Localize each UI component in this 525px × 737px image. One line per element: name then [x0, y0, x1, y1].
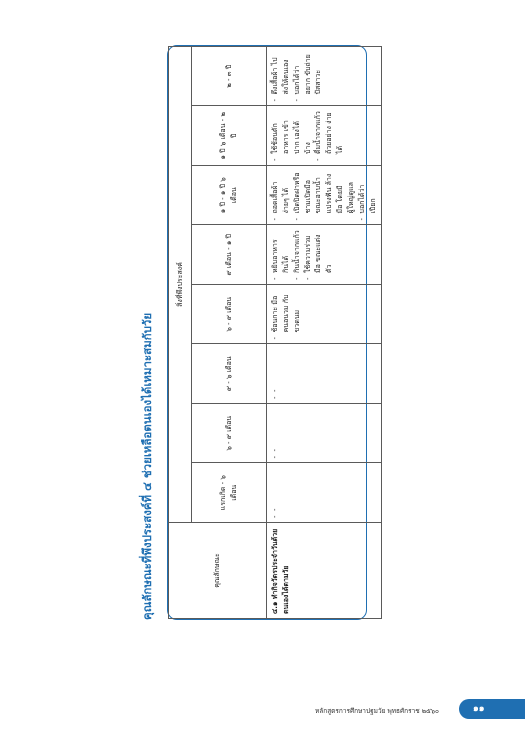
cell-item: - บอกได้ว่าเปียก [357, 170, 379, 214]
characteristics-table [168, 46, 382, 619]
table-cell [267, 47, 382, 107]
table-cell [267, 166, 382, 226]
cell-item: - ดื่มน้ำจากแก้ว ถ้วยอย่าง ง่ายได้ [313, 111, 346, 155]
section-title: คุณลักษณะที่พึงประสงค์ที่ ๔ ช่วยเหลือตนเองได้เหมาะสมกับวัย [140, 312, 154, 620]
age-header: แรกเกิด - ๖ เดือน [192, 463, 267, 523]
age-header: ๒ - ๓ ปี [192, 47, 267, 107]
cell-item: - บอกได้ว่าอยาก ขับถ่ายปัสสาวะ [292, 51, 325, 95]
group-header: สิ่งที่พึงประสงค์ [169, 47, 192, 523]
footer-text: หลักสูตรการศึกษาปฐมวัย พุทธศักราช ๒๕๖๐ [315, 707, 439, 715]
age-header: ๙ - ๖ เดือน [192, 344, 267, 404]
table-row [267, 47, 382, 619]
feature-cell: ๔.๑ ทำกิจวัตรประจำวันด้วยตนเองได้ตามวัย [267, 523, 382, 619]
rotated-page [139, 40, 377, 620]
cell-item: - - [270, 349, 281, 393]
age-header: ๑ ปี - ๑ ปี ๖ เดือน [192, 166, 267, 226]
cell-item: - ช้อนกาะ มือคนอนวม กับขวดนม [270, 289, 303, 333]
table-cell [267, 344, 382, 404]
table-cell [267, 225, 382, 285]
table-cell [267, 404, 382, 464]
table-cell [267, 285, 382, 345]
cell-item: - หยิบอาหาร กินได้ [270, 230, 292, 274]
cell-item: - เปิดปิดฝาหรือ ชามเปิดมือ ขณะอาบน้ำ แปรงฟัน ล้างมือ โดยมี ผู้ใหญ่ดูแล [292, 170, 357, 214]
table-cell [267, 106, 382, 166]
cell-item: - กินน้ำจากแก้ว [292, 230, 303, 274]
cell-item: - - [270, 408, 281, 452]
feature-header: คุณลักษณะ [169, 523, 267, 619]
cell-item: - ใช้ช้อนตักอาหาร เข้าปาก เองได้บ้าง [270, 111, 313, 155]
age-header: ๙ เดือน - ๑ ปี [192, 225, 267, 285]
cell-item: - ใช้ความร่วมมือ ขณะแต่งตัว [303, 230, 336, 274]
cell-item: - ถอดเสื้อผ้า ง่ายๆ ได้ [270, 170, 292, 214]
cell-item: - ดึงเสื้อผ้า ไปส่งให้ตนเอง [270, 51, 292, 95]
age-header: ๖ - ๙ เดือน [192, 404, 267, 464]
age-header: ๑ ปี ๖ เดือน - ๒ ปี [192, 106, 267, 166]
table-cell [267, 463, 382, 523]
cell-item: - - [270, 468, 281, 512]
page-number: ๑๑ [459, 699, 525, 719]
age-header: ๖ - ๙ เดือน [192, 285, 267, 345]
table-frame [167, 45, 377, 620]
